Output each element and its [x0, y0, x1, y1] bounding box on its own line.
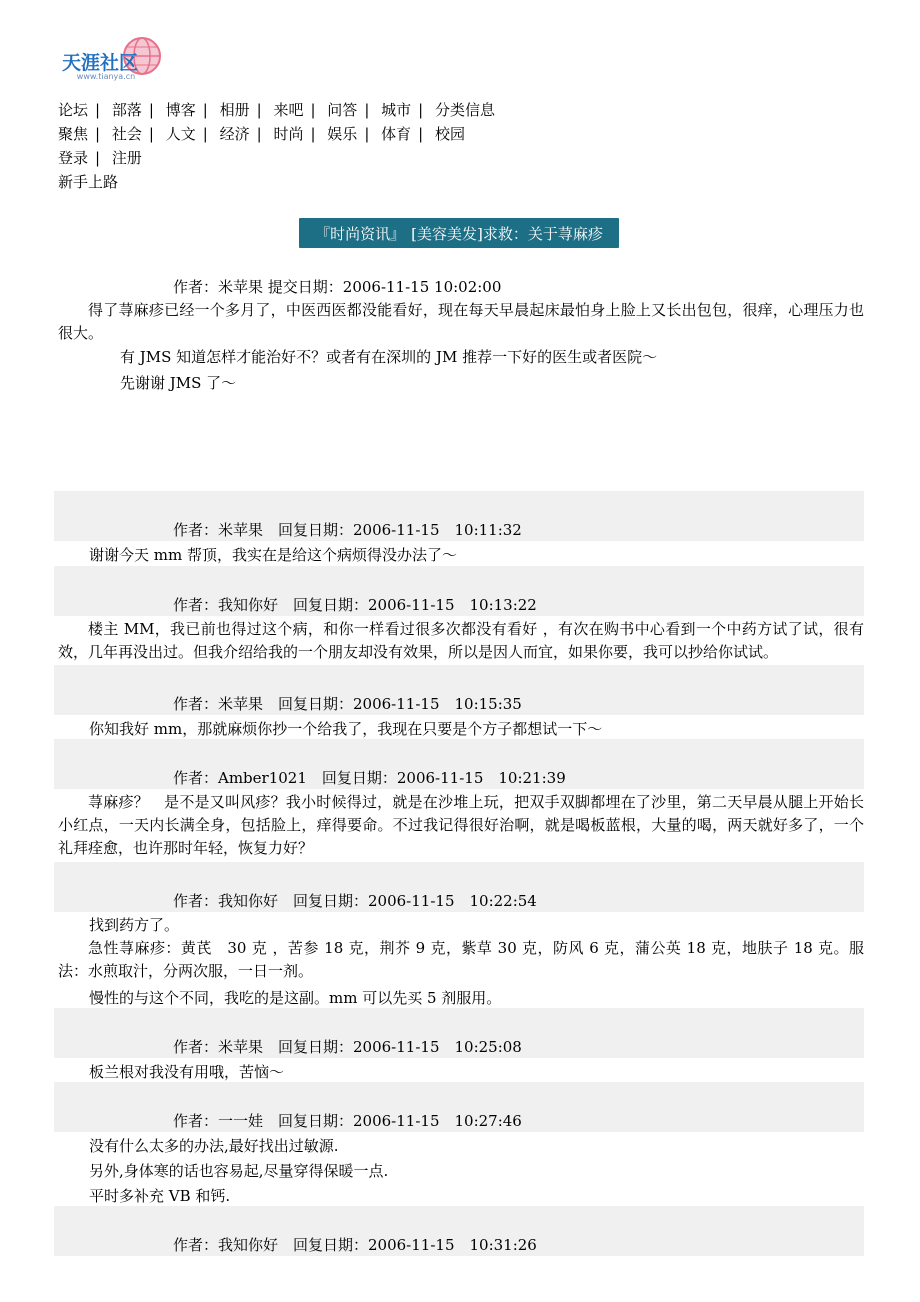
reply-text: 你知我好 mm，那就麻烦你抄一个给我了，我现在只要是个方子都想试一下～	[89, 720, 603, 738]
reply-text: 慢性的与这个不同，我吃的是这副。mm 可以先买 5 剂服用。	[89, 989, 502, 1007]
original-post-paragraph-1: 得了荨麻疹已经一个多月了，中医西医都没能看好，现在每天早晨起床最怕身上脸上又长出包包，很痒，心理压力也很大。	[58, 301, 864, 342]
reply-meta: 作者：米苹果 回复日期：2006-11-15 10:11:32	[173, 521, 522, 539]
login-link[interactable]: 登录	[58, 149, 89, 167]
nav-separator: |	[148, 125, 154, 143]
reply-meta: 作者：米苹果 回复日期：2006-11-15 10:15:35	[173, 695, 522, 713]
nav-link-tribe[interactable]: 部落	[111, 101, 142, 119]
reply-text: 楼主 MM，我已前也得过这个病，和你一样看过很多次都没有看好 ，有次在购书中心看到一个中药方试了试，很有效，几年再没出过。但我介绍给我的一个朋友却没有效果，所以是因人而宜，如果你要，我可以抄给你试试。	[58, 620, 864, 661]
nav-separator: |	[202, 101, 208, 119]
reply-meta: 作者：Amber1021 回复日期：2006-11-15 10:21:39	[173, 769, 566, 787]
nav-link-city[interactable]: 城市	[381, 101, 412, 119]
reply-meta: 作者：我知你好 回复日期：2006-11-15 10:13:22	[173, 596, 537, 614]
nav-link-forum[interactable]: 论坛	[58, 101, 89, 119]
nav-link-qa[interactable]: 问答	[327, 101, 358, 119]
nav-row-4	[58, 170, 495, 194]
nav-separator: |	[256, 101, 262, 119]
site-nav	[58, 98, 495, 194]
thread-title	[299, 218, 619, 248]
nav-separator: |	[95, 101, 101, 119]
original-post-meta: 作者：米苹果 提交日期：2006-11-15 10:02:00	[173, 278, 502, 296]
reply-meta: 作者：米苹果 回复日期：2006-11-15 10:25:08	[173, 1038, 522, 1056]
newbie-guide-link[interactable]: 新手上路	[58, 173, 119, 191]
nav-link-campus[interactable]: 校园	[435, 125, 466, 143]
nav-separator: |	[95, 125, 101, 143]
nav-separator: |	[364, 101, 370, 119]
reply-meta: 作者：一一娃 回复日期：2006-11-15 10:27:46	[173, 1112, 522, 1130]
reply-text: 荨麻疹？ 是不是又叫风疹？我小时候得过，就是在沙堆上玩，把双手双脚都埋在了沙里，第二天早晨从腿上开始长小红点，一天内长满全身，包括脸上，痒得要命。不过我记得很好治啊，就是喝板蓝根，大量的喝，两天就好多了，一个礼拜痊愈，也许那时年轻，恢复力好？	[58, 793, 864, 857]
tianya-logo[interactable]	[58, 36, 160, 84]
nav-row-3	[58, 146, 495, 170]
logo-text: 天涯社区	[61, 52, 138, 74]
nav-link-album[interactable]: 相册	[219, 101, 250, 119]
nav-separator: |	[418, 101, 424, 119]
reply-text: 板兰根对我没有用哦，苦恼～	[89, 1063, 285, 1081]
nav-link-entertainment[interactable]: 娱乐	[327, 125, 358, 143]
nav-separator: |	[418, 125, 424, 143]
nav-separator: |	[310, 125, 316, 143]
original-post-paragraph-3: 先谢谢 JMS 了～	[120, 374, 237, 392]
reply-meta: 作者：我知你好 回复日期：2006-11-15 10:22:54	[173, 892, 537, 910]
register-link[interactable]: 注册	[111, 149, 142, 167]
nav-link-blog[interactable]: 博客	[165, 101, 196, 119]
reply-text: 平时多补充 VB 和钙.	[89, 1187, 231, 1205]
nav-row-1	[58, 98, 495, 122]
reply-text: 急性荨麻疹：黄芪 30 克 ，苦参 18 克，荆芥 9 克，紫草 30 克，防风 6 克，蒲公英 18 克，地肤子 18 克。服法：水煎取汁，分两次服，一日一剂。	[58, 939, 864, 980]
reply-text: 找到药方了。	[89, 916, 180, 934]
nav-separator: |	[364, 125, 370, 143]
reply-meta: 作者：我知你好 回复日期：2006-11-15 10:31:26	[173, 1236, 537, 1254]
logo-url: www.tianya.cn	[76, 72, 136, 81]
original-post-paragraph-2: 有 JMS 知道怎样才能治好不？或者有在深圳的 JM 推荐一下好的医生或者医院～	[120, 348, 658, 366]
nav-separator: |	[95, 149, 101, 167]
nav-link-focus[interactable]: 聚焦	[58, 125, 89, 143]
thread-section[interactable]: 『时尚资讯』	[315, 224, 406, 243]
nav-separator: |	[256, 125, 262, 143]
nav-link-fashion[interactable]: 时尚	[273, 125, 304, 143]
nav-link-sports[interactable]: 体育	[381, 125, 412, 143]
nav-link-humanities[interactable]: 人文	[165, 125, 196, 143]
nav-separator: |	[310, 101, 316, 119]
nav-row-2	[58, 122, 495, 146]
nav-link-laiba[interactable]: 来吧	[273, 101, 304, 119]
reply-text: 没有什么太多的办法,最好找出过敏源.	[89, 1137, 339, 1155]
nav-separator: |	[148, 101, 154, 119]
nav-link-economy[interactable]: 经济	[219, 125, 250, 143]
nav-link-society[interactable]: 社会	[111, 125, 142, 143]
nav-separator: |	[202, 125, 208, 143]
nav-link-classifieds[interactable]: 分类信息	[435, 101, 496, 119]
reply-text: 另外,身体寒的话也容易起,尽量穿得保暖一点.	[89, 1162, 389, 1180]
thread-topic: [美容美发]求救：关于荨麻疹	[411, 224, 603, 243]
reply-text: 谢谢今天 mm 帮顶，我实在是给这个病烦得没办法了～	[89, 546, 457, 564]
